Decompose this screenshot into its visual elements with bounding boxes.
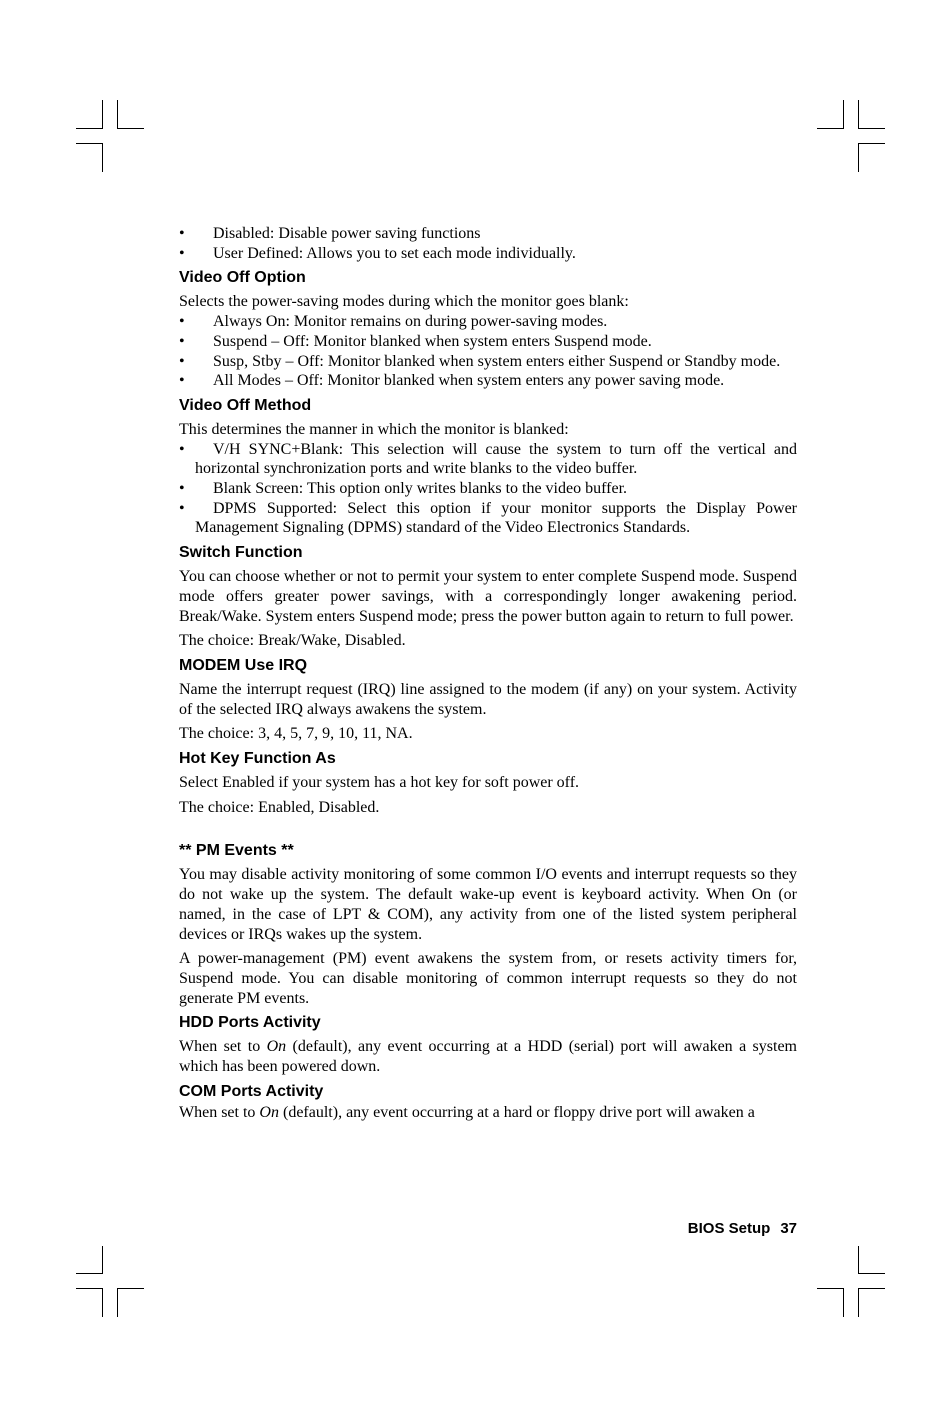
video-off-option-list xyxy=(179,312,797,391)
page-footer xyxy=(688,1219,797,1239)
bullet-icon: • xyxy=(179,499,185,517)
bullet-icon: • xyxy=(179,332,185,350)
com-ports-activity-heading: COM Ports Activity xyxy=(179,1082,324,1100)
bullet-icon: • xyxy=(179,372,185,390)
bullet-icon: • xyxy=(179,440,185,458)
list-item: • Suspend – Off: Monitor blanked when system enters Suspend mode. xyxy=(179,332,652,350)
hot-key-function-heading: Hot Key Function As xyxy=(179,750,336,768)
modem-use-irq-choice: The choice: 3, 4, 5, 7, 9, 10, 11, NA. xyxy=(179,725,413,743)
list-item: • User Defined: Allows you to set each mode individually. xyxy=(179,244,576,262)
hot-key-function-choice: The choice: Enabled, Disabled. xyxy=(179,798,380,816)
pm-events-heading: ** PM Events ** xyxy=(179,842,294,860)
hot-key-function-body: Select Enabled if your system has a hot key for soft power off. xyxy=(179,774,580,792)
modem-use-irq-body: Name the interrupt request (IRQ) line assigned to the modem (if any) on your system. Activity of the selected IRQ always awakens the system. xyxy=(179,680,797,718)
bullet-icon: • xyxy=(179,313,185,331)
page-number: 37 xyxy=(780,1220,797,1237)
video-off-method-heading: Video Off Method xyxy=(179,396,312,414)
switch-function-heading: Switch Function xyxy=(179,544,303,562)
bullet-icon: • xyxy=(179,352,185,370)
pm-events-paragraph-2: A power-management (PM) event awakens the system from, or resets activity timers for, Suspend mode. You can disable monitoring of common interrupt requests so they do not generate PM events. xyxy=(179,950,797,1007)
list-item: • Blank Screen: This option only writes blanks to the video buffer. xyxy=(179,480,628,498)
video-off-method-intro: This determines the manner in which the monitor is blanked: xyxy=(179,420,569,438)
footer-section-title: BIOS Setup xyxy=(687,1220,771,1237)
list-item: • Always On: Monitor remains on during power-saving modes. xyxy=(179,313,608,331)
video-off-method-list xyxy=(179,440,797,539)
pm-events-paragraph-1: You may disable activity monitoring of some common I/O events and interrupt requests so they do not wake up the system. The default wake-up event is keyboard activity. When On (or named, in the case of LPT & COM), any activity from one of the listed system peripheral devices or IRQs wakes up the system. xyxy=(179,866,797,943)
list-item: • V/H SYNC+Blank: This selection will cause the system to turn off the vertical and horizontal synchronization ports and write blanks to the video buffer. xyxy=(179,440,797,478)
hdd-ports-activity-heading: HDD Ports Activity xyxy=(179,1014,321,1032)
intro-bullet-list xyxy=(179,224,797,263)
list-item: • Disabled: Disable power saving functions xyxy=(179,225,481,242)
hdd-ports-activity-body: When set to On (default), any event occurring at a HDD (serial) port will awaken a system which has been powered down. xyxy=(179,1038,798,1076)
bullet-icon: • xyxy=(179,225,185,242)
page-content xyxy=(179,224,797,1123)
bullet-icon: • xyxy=(179,480,185,498)
list-item: • DPMS Supported: Select this option if your monitor supports the Display Power Management Signaling (DPMS) standard of the Video Electronics Standards. xyxy=(179,499,797,537)
modem-use-irq-heading: MODEM Use IRQ xyxy=(179,656,308,674)
video-off-option-heading: Video Off Option xyxy=(179,269,306,287)
list-item: • Susp, Stby – Off: Monitor blanked when system enters either Suspend or Standby mode. xyxy=(179,352,781,370)
com-ports-activity-body: When set to On (default), any event occurring at a hard or floppy drive port will awaken a xyxy=(179,1103,755,1121)
bullet-icon: • xyxy=(179,244,185,262)
list-item: • All Modes – Off: Monitor blanked when system enters any power saving mode. xyxy=(179,372,725,390)
switch-function-body: You can choose whether or not to permit your system to enter complete Suspend mode. Suspend mode offers greater power savings, with a correspondingly longer awakening period. Break/Wake. System enters Suspend mode; press the power button again to return to full power. xyxy=(179,568,797,625)
video-off-option-intro: Selects the power-saving modes during which the monitor goes blank: xyxy=(179,293,629,311)
switch-function-choice: The choice: Break/Wake, Disabled. xyxy=(179,632,406,650)
